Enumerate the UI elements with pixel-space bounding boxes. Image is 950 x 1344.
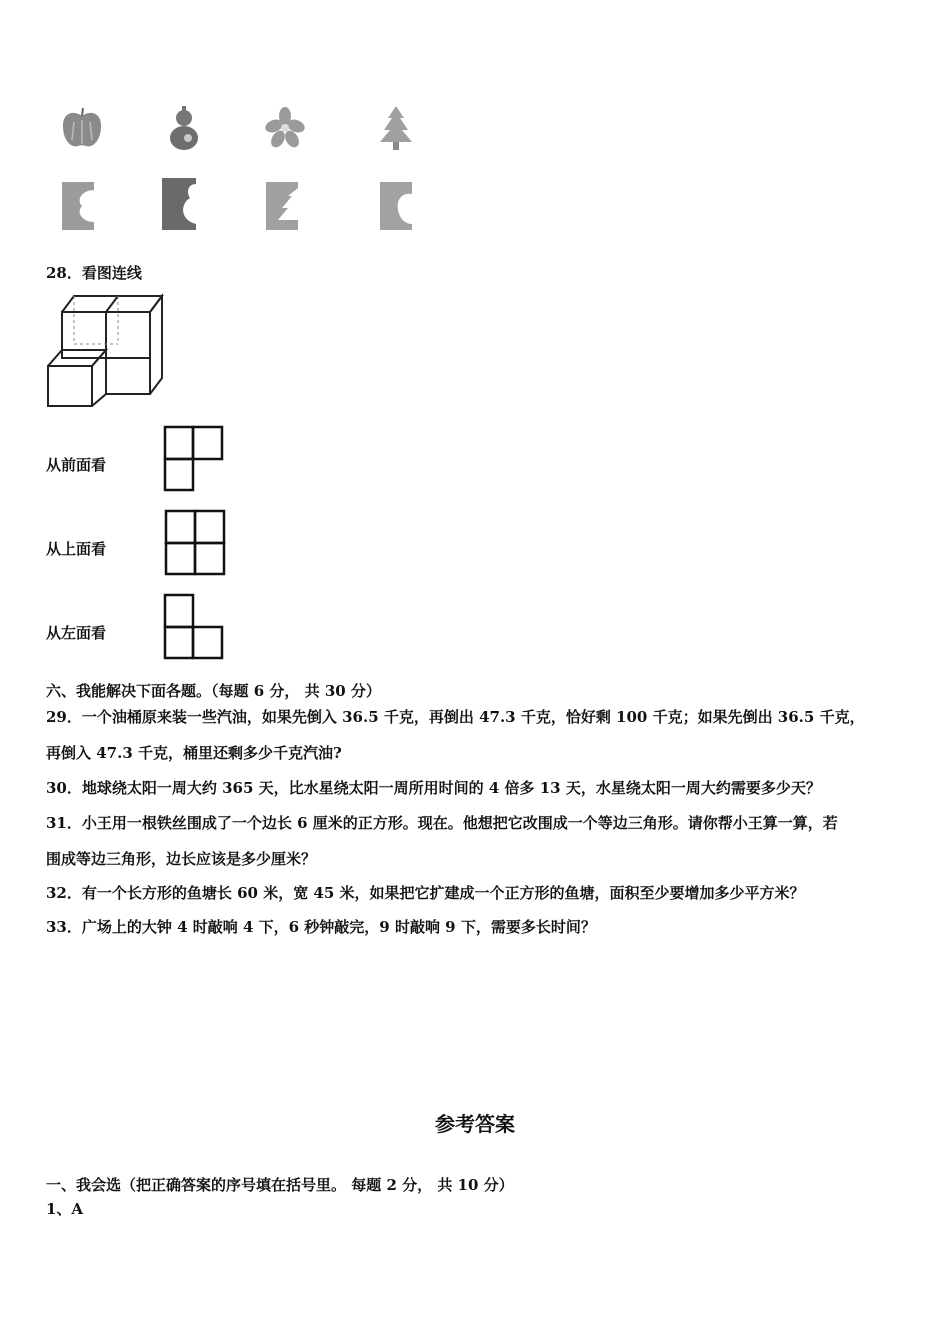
cutout-gourd-icon (162, 178, 202, 232)
q29-line1: 29．一个油桶原来装一些汽油，如果先倒入 36.5 千克，再倒出 47.3 千克，恰好剩 100 千克；如果先倒出 36.5 千克， (46, 708, 865, 726)
q29-line2: 再倒入 47.3 千克，桶里还剩多少千克汽油? (46, 744, 342, 762)
front-view-grid (164, 426, 224, 492)
cutout-tree-icon (266, 182, 302, 232)
answers-title: 参考答案 (435, 1112, 515, 1136)
answer-1: 1、A (46, 1200, 84, 1218)
cutout-apple-icon (380, 182, 416, 232)
apple-shape-icon (58, 104, 106, 152)
view-label-front: 从前面看 (46, 456, 107, 474)
answers-section1-title: 一、我会选（把正确答案的序号填在括号里。 每题 2 分， 共 10 分） (46, 1176, 514, 1194)
view-label-top: 从上面看 (46, 540, 107, 558)
cutout-flower-icon (62, 182, 98, 232)
q30: 30．地球绕太阳一周大约 365 天，比水星绕太阳一周所用时间的 4 倍多 13 天，水星绕太阳一周大约需要多少天？ (46, 779, 821, 797)
left-view-grid (164, 594, 224, 660)
section6-title: 六、我能解决下面各题。（每题 6 分， 共 30 分） (46, 682, 381, 700)
flower-shape-icon (262, 106, 308, 150)
tree-shape-icon (374, 104, 418, 152)
gourd-shape-icon (164, 104, 204, 154)
q28-title: 28．看图连线 (46, 264, 142, 282)
cube-stack-figure (44, 294, 158, 410)
q31-line1: 31．小王用一根铁丝围成了一个边长 6 厘米的正方形。现在。他想把它改围成一个等边三角形。请你帮小王算一算，若 (46, 814, 838, 832)
q33: 33．广场上的大钟 4 时敲响 4 下，6 秒钟敲完，9 时敲响 9 下，需要多长时间？ (46, 918, 596, 936)
q32: 32．有一个长方形的鱼塘长 60 米，宽 45 米，如果把它扩建成一个正方形的鱼塘，面积至少要增加多少平方米？ (46, 884, 805, 902)
view-label-left: 从左面看 (46, 624, 107, 642)
top-view-grid (165, 510, 227, 576)
q31-line2: 围成等边三角形，边长应该是多少厘米？ (46, 850, 317, 868)
